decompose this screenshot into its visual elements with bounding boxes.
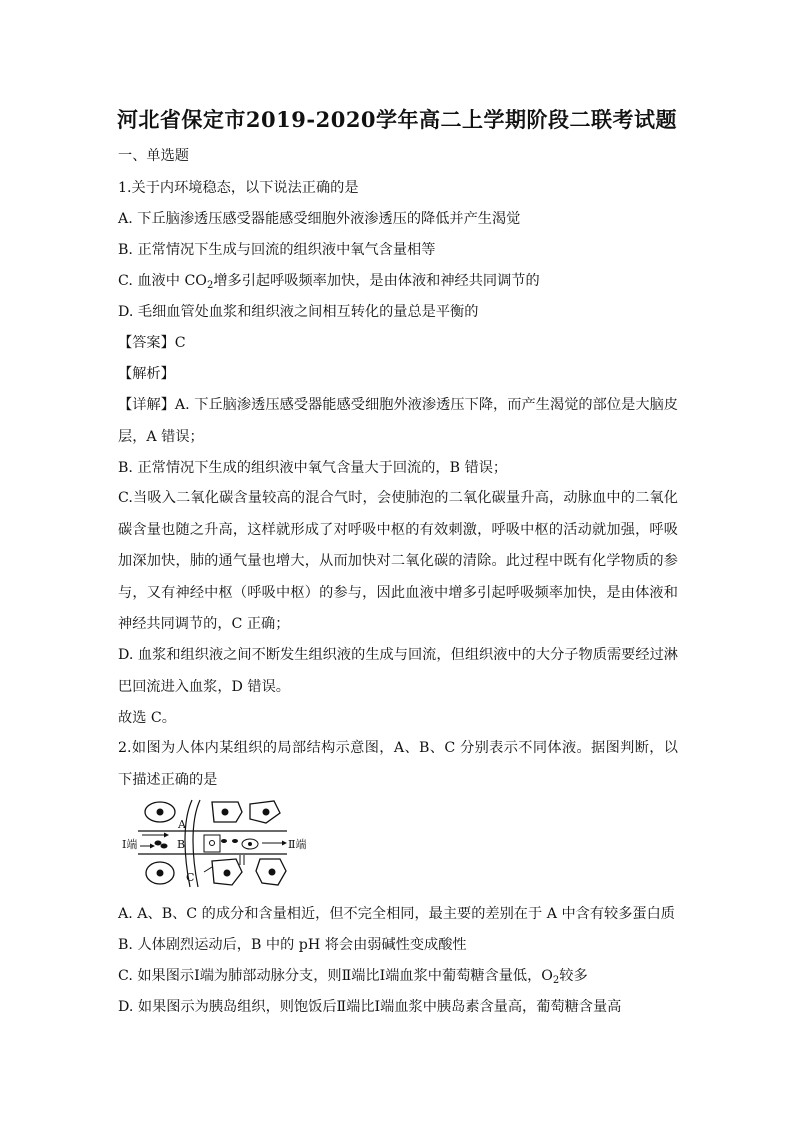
q1-option-c: [118, 271, 678, 291]
q2-option-c: [118, 966, 678, 986]
label-c: C: [186, 871, 195, 884]
q1-detail-c: C.当吸入二氧化碳含量较高的混合气时，会使肺泡的二氧化碳量升高，动脉血中的二氧化碳含量也随之升高，这样就形成了对呼吸中枢的有效刺激，呼吸中枢的活动就加强，呼吸加深加快，肺的通气量也增大，从而加快对二氧化碳的清除。此过程中既有化学物质的参与，又有神经中枢（呼吸中枢）的参与，因此血液中增多引起呼吸频率加快，是由体液和神经共同调节的，C 正确；: [118, 490, 678, 632]
section-heading: 一、单选题: [118, 148, 189, 164]
q1-option-c-post: 增多引起呼吸频率加快，是由体液和神经共同调节的: [213, 273, 540, 289]
q1-answer: 【答案】C: [118, 335, 186, 351]
q1-option-c-sub: 2: [206, 280, 214, 291]
blood-cell: [155, 841, 162, 846]
q1-stem: 1.关于内环境稳态，以下说法正确的是: [118, 180, 359, 196]
tissue-cell: [204, 835, 220, 852]
q1-detail-b: B. 正常情况下生成的组织液中氧气含量大于回流的，B 错误；: [118, 460, 508, 476]
blood-cell: [232, 839, 238, 843]
label-b: B: [177, 838, 186, 851]
cell-nucleus: [222, 809, 229, 816]
exchange-arrow: [204, 867, 212, 872]
q2-option-a: A. A、B、C 的成分和含量相近，但不完全相同，最主要的差别在于 A 中含有较多蛋白质: [118, 906, 675, 922]
flow-arrow-head: [282, 841, 287, 846]
label-a: A: [178, 818, 186, 831]
tissue-diagram-svg: [122, 797, 312, 889]
label-end-1: Ⅰ端: [122, 838, 138, 851]
q2-option-b: B. 人体剧烈运动后，B 中的 pH 将会由弱碱性变成酸性: [118, 937, 467, 953]
cell-nucleus: [263, 809, 270, 816]
q1-option-a: A. 下丘脑渗透压感受器能感受细胞外液渗透压的降低并产生渴觉: [118, 211, 521, 227]
q1-option-d: D. 毛细血管处血浆和组织液之间相互转化的量总是平衡的: [118, 304, 479, 320]
q2-stem: 2.如图为人体内某组织的局部结构示意图，A、B、C 分别表示不同体液。据图判断，以下描述正确的是: [118, 740, 678, 788]
cell-nucleus: [224, 870, 231, 877]
q1-analysis-label: 【解析】: [118, 366, 175, 382]
cell-nucleus: [210, 841, 215, 846]
blood-cell: [161, 844, 168, 849]
q2-option-c-post: 较多: [559, 968, 588, 984]
tissue-structure-diagram: [122, 797, 312, 889]
blood-cell: [221, 839, 227, 843]
cell-nucleus: [248, 842, 252, 846]
flow-arrow-head: [150, 844, 155, 849]
cell-nucleus: [269, 869, 276, 876]
q1-option-b: B. 正常情况下生成与回流的组织液中氧气含量相等: [118, 242, 436, 258]
q2-option-d: D. 如果图示为胰岛组织，则饱饭后Ⅱ端比Ⅰ端血浆中胰岛素含量高，葡萄糖含量高: [118, 999, 622, 1015]
q1-detail-d: D. 血浆和组织液之间不断发生组织液的生成与回流，但组织液中的大分子物质需要经过淋巴回流进入血浆，D 错误。: [118, 647, 678, 695]
label-end-2: Ⅱ端: [288, 838, 307, 851]
page-title: 河北省保定市2019-2020学年高二上学期阶段二联考试题: [116, 107, 678, 132]
cell-nucleus: [157, 809, 164, 816]
q1-detail-a: 【详解】A. 下丘脑渗透压感受器能感受细胞外液渗透压下降，而产生渴觉的部位是大脑皮层，A 错误；: [118, 397, 678, 445]
q1-conclusion: 故选 C。: [118, 710, 176, 726]
flow-arrow-head: [164, 833, 169, 838]
cell-nucleus: [157, 870, 164, 877]
q1-option-c-pre: C. 血液中 CO: [118, 273, 207, 289]
q2-option-c-pre: C. 如果图示Ⅰ端为肺部动脉分支，则Ⅱ端比Ⅰ端血浆中葡萄糖含量低，O: [118, 968, 553, 984]
q2-option-c-sub: 2: [552, 975, 560, 986]
